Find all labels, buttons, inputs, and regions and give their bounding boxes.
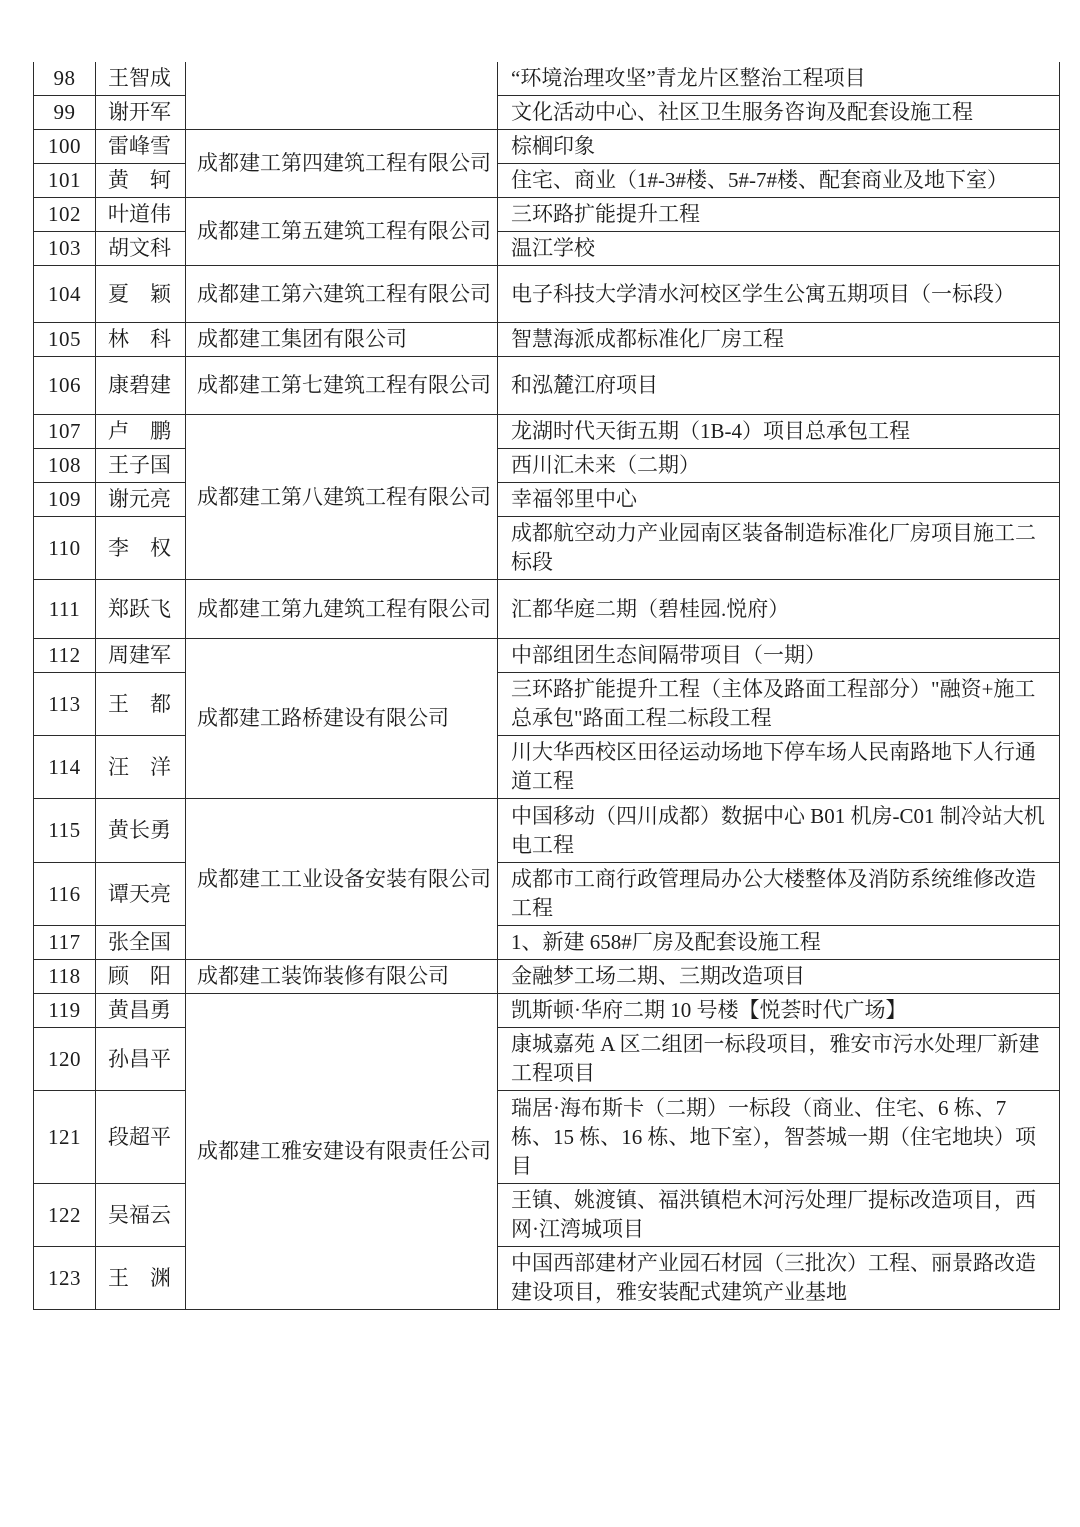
company-cell: 成都建工第九建筑工程有限公司 xyxy=(186,580,498,639)
name-cell: 谢元亮 xyxy=(96,483,186,517)
project-cell: 温江学校 xyxy=(498,232,1060,266)
company-cell: 成都建工路桥建设有限公司 xyxy=(186,639,498,799)
project-cell: 西川汇未来（二期） xyxy=(498,449,1060,483)
name-cell: 张全国 xyxy=(96,926,186,960)
project-cell: 电子科技大学清水河校区学生公寓五期项目（一标段） xyxy=(498,266,1060,323)
table-row xyxy=(34,799,1060,863)
index-cell: 111 xyxy=(34,580,96,639)
project-cell: 幸福邻里中心 xyxy=(498,483,1060,517)
name-cell: 黄长勇 xyxy=(96,799,186,863)
index-cell: 109 xyxy=(34,483,96,517)
index-cell: 102 xyxy=(34,198,96,232)
name-cell: 康碧建 xyxy=(96,357,186,415)
table-row xyxy=(34,198,1060,232)
project-cell: 成都市工商行政管理局办公大楼整体及消防系统维修改造工程 xyxy=(498,863,1060,926)
project-cell: 智慧海派成都标准化厂房工程 xyxy=(498,323,1060,357)
index-cell: 108 xyxy=(34,449,96,483)
name-cell: 林 科 xyxy=(96,323,186,357)
project-cell: 康城嘉苑 A 区二组团一标段项目，雅安市污水处理厂新建工程项目 xyxy=(498,1028,1060,1091)
company-cell: 成都建工集团有限公司 xyxy=(186,323,498,357)
name-cell: 李 权 xyxy=(96,517,186,580)
table-row xyxy=(34,266,1060,323)
name-cell: 谭天亮 xyxy=(96,863,186,926)
index-cell: 98 xyxy=(34,62,96,96)
index-cell: 117 xyxy=(34,926,96,960)
name-cell: 郑跃飞 xyxy=(96,580,186,639)
name-cell: 雷峰雪 xyxy=(96,130,186,164)
table-row xyxy=(34,323,1060,357)
index-cell: 116 xyxy=(34,863,96,926)
project-cell: 中国移动（四川成都）数据中心 B01 机房-C01 制冷站大机电工程 xyxy=(498,799,1060,863)
project-cell: 王镇、姚渡镇、福洪镇桤木河污处理厂提标改造项目，西网·江湾城项目 xyxy=(498,1184,1060,1247)
index-cell: 99 xyxy=(34,96,96,130)
index-cell: 107 xyxy=(34,415,96,449)
project-cell: 龙湖时代天街五期（1B-4）项目总承包工程 xyxy=(498,415,1060,449)
name-cell: 叶道伟 xyxy=(96,198,186,232)
name-cell: 黄 轲 xyxy=(96,164,186,198)
index-cell: 121 xyxy=(34,1091,96,1184)
company-cell: 成都建工第五建筑工程有限公司 xyxy=(186,198,498,266)
table-row xyxy=(34,639,1060,673)
project-cell: 棕榈印象 xyxy=(498,130,1060,164)
name-cell: 卢 鹏 xyxy=(96,415,186,449)
company-cell: 成都建工雅安建设有限责任公司 xyxy=(186,994,498,1310)
index-cell: 118 xyxy=(34,960,96,994)
name-cell: 孙昌平 xyxy=(96,1028,186,1091)
name-cell: 顾 阳 xyxy=(96,960,186,994)
table-row xyxy=(34,994,1060,1028)
name-cell: 汪 洋 xyxy=(96,736,186,799)
name-cell: 王智成 xyxy=(96,62,186,96)
project-cell: 川大华西校区田径运动场地下停车场人民南路地下人行通道工程 xyxy=(498,736,1060,799)
project-cell: 中国西部建材产业园石材园（三批次）工程、丽景路改造建设项目，雅安装配式建筑产业基地 xyxy=(498,1247,1060,1310)
table-row xyxy=(34,62,1060,96)
table-row xyxy=(34,580,1060,639)
table-row xyxy=(34,415,1060,449)
index-cell: 106 xyxy=(34,357,96,415)
index-cell: 104 xyxy=(34,266,96,323)
name-cell: 周建军 xyxy=(96,639,186,673)
index-cell: 115 xyxy=(34,799,96,863)
project-cell: 三环路扩能提升工程 xyxy=(498,198,1060,232)
project-cell: 1、新建 658#厂房及配套设施工程 xyxy=(498,926,1060,960)
index-cell: 103 xyxy=(34,232,96,266)
index-cell: 119 xyxy=(34,994,96,1028)
name-cell: 谢开军 xyxy=(96,96,186,130)
name-cell: 胡文科 xyxy=(96,232,186,266)
project-cell: 成都航空动力产业园南区装备制造标准化厂房项目施工二标段 xyxy=(498,517,1060,580)
index-cell: 122 xyxy=(34,1184,96,1247)
table-row xyxy=(34,960,1060,994)
project-cell: 金融梦工场二期、三期改造项目 xyxy=(498,960,1060,994)
project-cell: “环境治理攻坚”青龙片区整治工程项目 xyxy=(498,62,1060,96)
name-cell: 夏 颖 xyxy=(96,266,186,323)
name-cell: 王子国 xyxy=(96,449,186,483)
company-cell: 成都建工装饰装修有限公司 xyxy=(186,960,498,994)
index-cell: 100 xyxy=(34,130,96,164)
index-cell: 101 xyxy=(34,164,96,198)
index-cell: 110 xyxy=(34,517,96,580)
project-cell: 文化活动中心、社区卫生服务咨询及配套设施工程 xyxy=(498,96,1060,130)
index-cell: 120 xyxy=(34,1028,96,1091)
company-cell: 成都建工工业设备安装有限公司 xyxy=(186,799,498,960)
project-cell: 住宅、商业（1#-3#楼、5#-7#楼、配套商业及地下室） xyxy=(498,164,1060,198)
index-cell: 113 xyxy=(34,673,96,736)
project-cell: 凯斯顿·华府二期 10 号楼【悦荟时代广场】 xyxy=(498,994,1060,1028)
project-cell: 三环路扩能提升工程（主体及路面工程部分）"融资+施工总承包"路面工程二标段工程 xyxy=(498,673,1060,736)
company-cell: 成都建工第八建筑工程有限公司 xyxy=(186,415,498,580)
name-cell: 段超平 xyxy=(96,1091,186,1184)
project-cell: 和泓麓江府项目 xyxy=(498,357,1060,415)
company-cell xyxy=(186,62,498,130)
project-cell: 中部组团生态间隔带项目（一期） xyxy=(498,639,1060,673)
company-cell: 成都建工第七建筑工程有限公司 xyxy=(186,357,498,415)
table-row xyxy=(34,130,1060,164)
project-cell: 汇都华庭二期（碧桂园.悦府） xyxy=(498,580,1060,639)
index-cell: 105 xyxy=(34,323,96,357)
name-cell: 王 都 xyxy=(96,673,186,736)
table-row xyxy=(34,357,1060,415)
project-cell: 瑞居·海布斯卡（二期）一标段（商业、住宅、6 栋、7 栋、15 栋、16 栋、地下室），智荟城一期（住宅地块）项目 xyxy=(498,1091,1060,1184)
index-cell: 123 xyxy=(34,1247,96,1310)
roster-table xyxy=(33,62,1060,1310)
company-cell: 成都建工第四建筑工程有限公司 xyxy=(186,130,498,198)
index-cell: 114 xyxy=(34,736,96,799)
name-cell: 王 渊 xyxy=(96,1247,186,1310)
name-cell: 黄昌勇 xyxy=(96,994,186,1028)
name-cell: 吴福云 xyxy=(96,1184,186,1247)
index-cell: 112 xyxy=(34,639,96,673)
company-cell: 成都建工第六建筑工程有限公司 xyxy=(186,266,498,323)
